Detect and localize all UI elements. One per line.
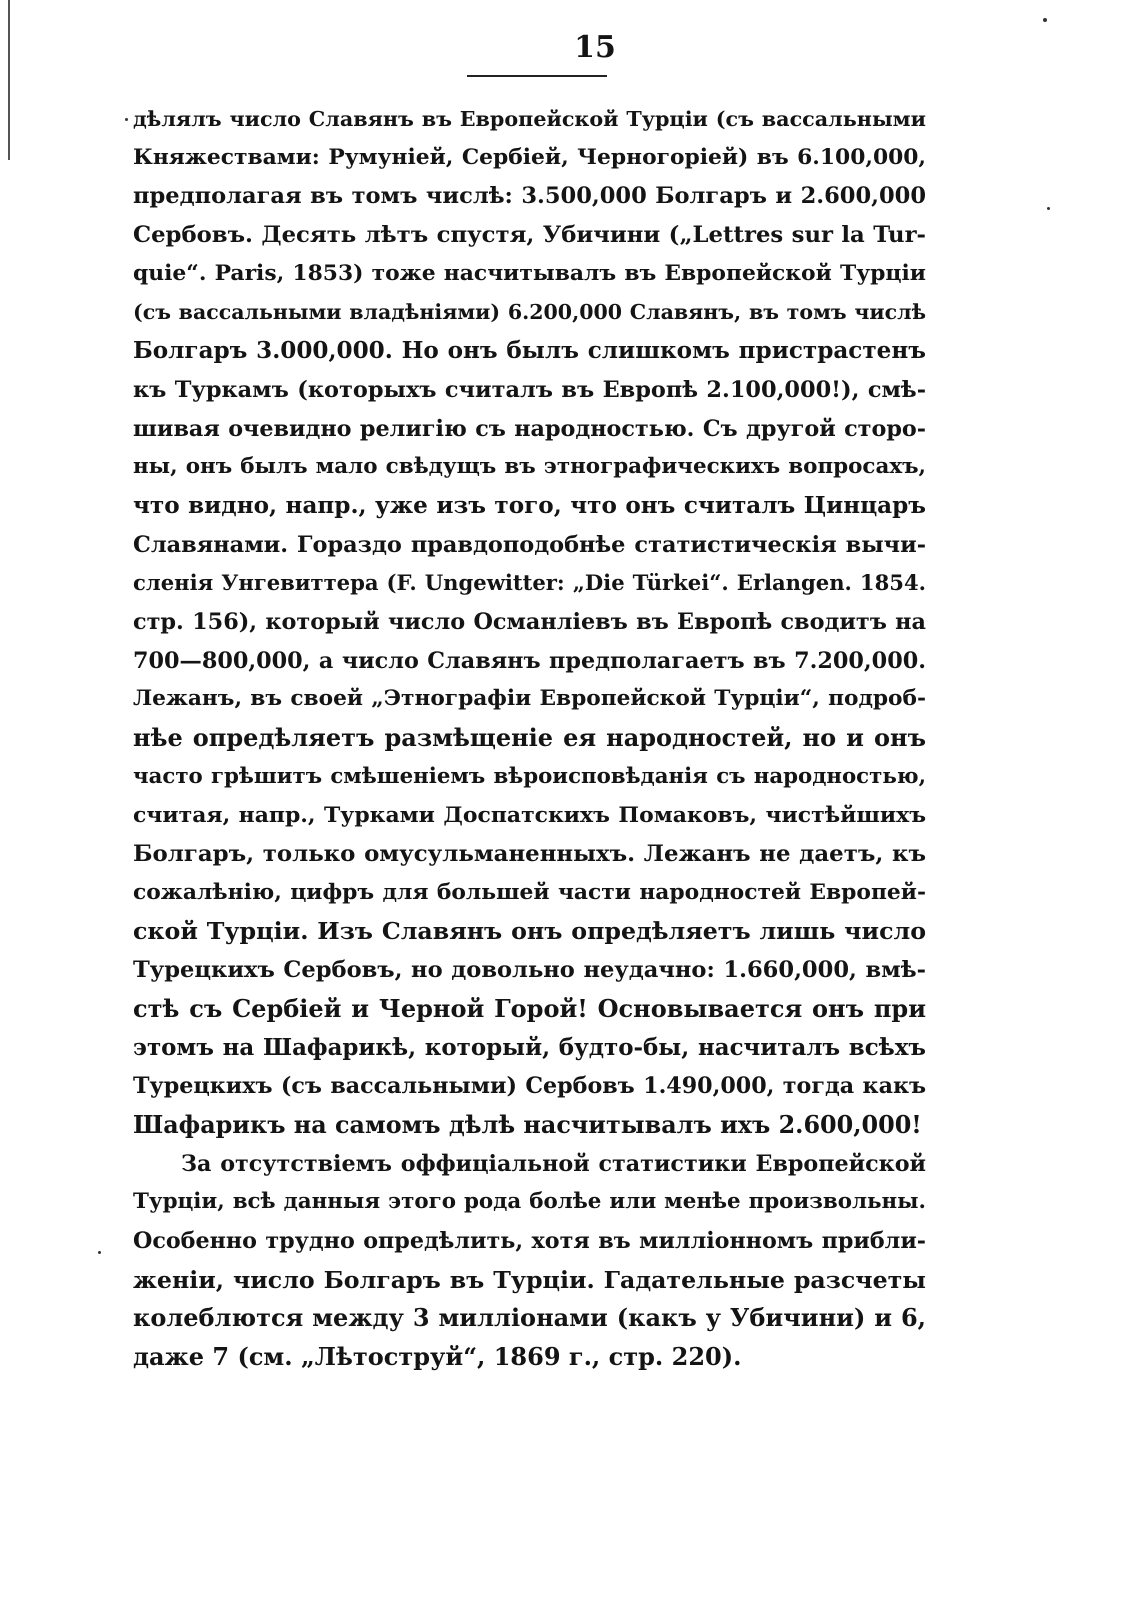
- text-line: дѣлялъ число Славянъ въ Европейской Турціи (съ вассальными: [133, 107, 926, 131]
- header-rule: [467, 75, 607, 77]
- body-text: [133, 100, 926, 1377]
- text-line: считая, напр., Турками Доспатскихъ Помаковъ, чистѣйшихъ: [133, 802, 926, 829]
- text-line: ны, онъ былъ мало свѣдущъ въ этнографическихъ вопросахъ,: [133, 454, 926, 480]
- text-line: Турецкихъ (съ вассальными) Сербовъ 1.490,000, тогда какъ: [133, 1073, 926, 1100]
- margin-bar-left: [8, 0, 10, 160]
- margin-speck: [125, 118, 128, 121]
- text-line: ской Турціи. Изъ Славянъ онъ опредѣляетъ лишь число: [133, 917, 926, 946]
- page-number: 15: [574, 30, 616, 65]
- text-line: (съ вассальными владѣніями) 6.200,000 Славянъ, въ томъ числѣ: [133, 300, 926, 325]
- text-line: даже 7 (см. „Лѣтоструй“, 1869 г., стр. 220).: [133, 1342, 742, 1371]
- text-line: Болгаръ 3.000,000. Но онъ былъ слишкомъ пристрастенъ: [133, 337, 926, 365]
- text-line: къ Туркамъ (которыхъ считалъ въ Европѣ 2.100,000!), смѣ-: [133, 376, 926, 403]
- text-line: часто грѣшитъ смѣшеніемъ вѣроисповѣданія съ народностью,: [133, 763, 926, 789]
- text-line: Шафарикъ на самомъ дѣлѣ насчитывалъ ихъ 2.600,000!: [133, 1110, 922, 1139]
- text-line: нѣе опредѣляетъ размѣщеніе ея народностей, но и онъ: [133, 723, 926, 752]
- paragraph-1: [133, 100, 926, 1145]
- margin-speck: [98, 1251, 101, 1254]
- text-line: стр. 156), который число Османліевъ въ Европѣ сводитъ на: [133, 608, 926, 635]
- text-line: Славянами. Гораздо правдоподобнѣе статистическія вычи-: [133, 531, 926, 558]
- text-line: Болгаръ, только омусульманенныхъ. Лежанъ не даетъ, къ: [133, 841, 926, 868]
- text-line: что видно, напр., уже изъ того, что онъ считалъ Цинцаръ: [133, 491, 926, 519]
- text-line: 700—800,000, а число Славянъ предполагаетъ въ 7.200,000.: [133, 647, 926, 674]
- text-line: Турецкихъ Сербовъ, но довольно неудачно: 1.660,000, вмѣ-: [133, 957, 926, 984]
- margin-speck: [1047, 207, 1050, 210]
- text-line: колеблются между 3 милліонами (какъ у Убичини) и 6,: [133, 1303, 926, 1333]
- text-line: quie“. Paris, 1853) тоже насчитывалъ въ Европейской Турціи: [133, 260, 926, 286]
- text-line: Турціи, всѣ данныя этого рода болѣе или менѣе произвольны.: [133, 1189, 926, 1215]
- text-line: стѣ съ Сербіей и Черной Горой! Основывается онъ при: [133, 993, 926, 1023]
- paragraph-2: [133, 1145, 926, 1377]
- text-line: этомъ на Шафарикѣ, который, будто-бы, насчиталъ всѣхъ: [133, 1033, 926, 1061]
- text-line: предполагая въ томъ числѣ: 3.500,000 Болгаръ и 2.600,000: [133, 183, 926, 210]
- text-line: сленія Унгевиттера (F. Ungewitter: „Die Türkei“. Erlangen. 1854.: [133, 570, 926, 596]
- text-line: Сербовъ. Десять лѣтъ спустя, Убичини („Lettres sur la Tur-: [133, 222, 926, 249]
- text-line: Лежанъ, въ своей „Этнографіи Европейской Турціи“, подроб-: [133, 686, 926, 712]
- text-line: Особенно трудно опредѣлить, хотя въ милліонномъ прибли-: [133, 1227, 926, 1254]
- margin-speck: [1043, 18, 1047, 22]
- text-line: За отсутствіемъ оффиціальной статистики Европейской: [181, 1150, 926, 1177]
- text-line: женіи, число Болгаръ въ Турціи. Гадательные разсчеты: [133, 1265, 926, 1294]
- text-line: Княжествами: Румуніей, Сербіей, Черногоріей) въ 6.100,000,: [133, 144, 926, 170]
- text-line: сожалѣнію, цифръ для большей части народностей Европей-: [133, 879, 926, 905]
- text-line: шивая очевидно религію съ народностью. Съ другой сторо-: [133, 415, 926, 442]
